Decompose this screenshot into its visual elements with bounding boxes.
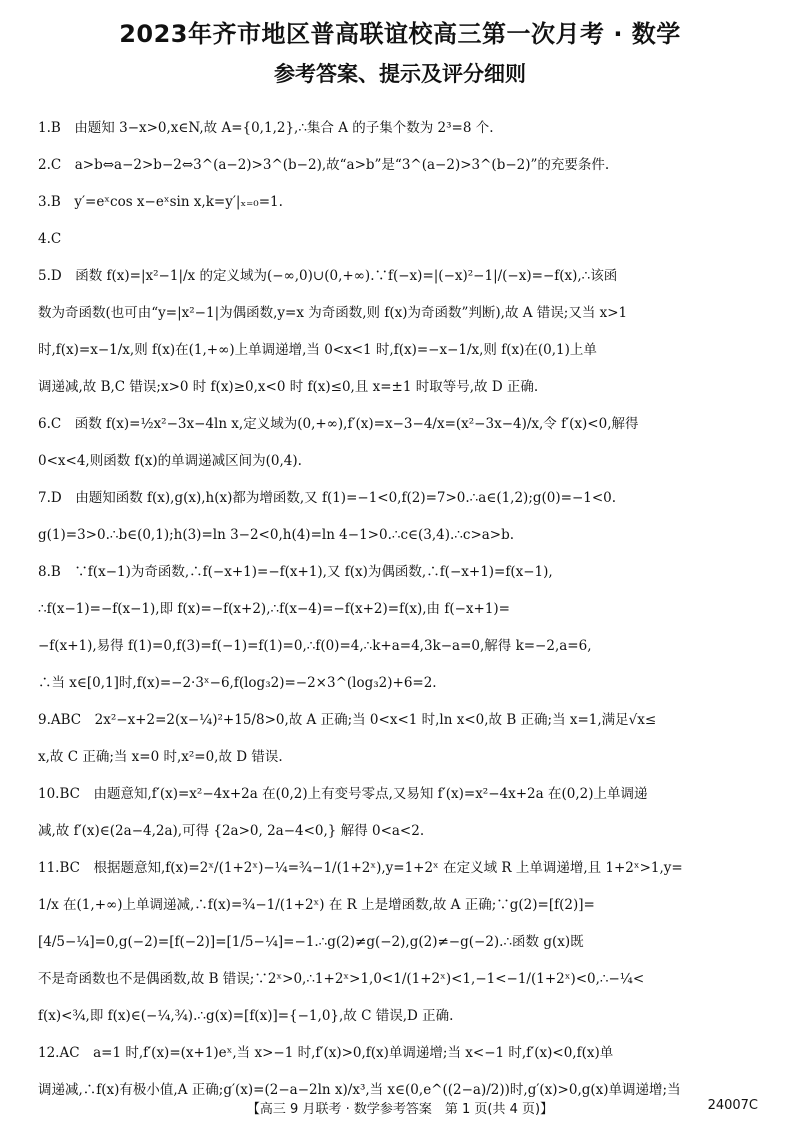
answer-text: ∵f(x−1)为奇函数,∴f(−x+1)=−f(x+1),又 f(x)为偶函数,∴f(−x+1)=f(x−1), (74, 564, 553, 580)
answer-1 (38, 110, 762, 147)
document-code: 24007C (707, 1098, 758, 1113)
answer-number: 5. (38, 268, 51, 284)
answer-2 (38, 147, 762, 184)
answer-choice: C (50, 157, 62, 173)
answer-number: 12. (38, 1045, 60, 1061)
answer-text: 2x²−x+2=2(x−¼)²+15/8>0,故 A 正确;当 0<x<1 时,ln x<0,故 B 正确;当 x=1,满足√x≤ (94, 712, 657, 728)
answer-text: f(x)<¾,即 f(x)∈(−¼,¾).∴g(x)=[f(x)]={−1,0},故 C 错误,D 正确. (38, 1008, 454, 1024)
answer-choice: AC (59, 1045, 80, 1061)
answer-text: [4/5−¼]=0,g(−2)=[f(−2)]=[1/5−¼]=−1.∴g(2)≠g(−2),g(2)≠−g(−2).∴函数 g(x)既 (38, 934, 584, 950)
answer-number: 11. (38, 860, 60, 876)
answer-4 (38, 221, 762, 258)
answer-choice: B (50, 120, 61, 136)
answer-text: a>b⇔a−2>b−2⇔3^(a−2)>3^(b−2),故“a>b”是“3^(a−2)>3^(b−2)”的充要条件. (74, 157, 610, 173)
answer-6 (38, 406, 762, 480)
answer-text: ∴f(x−1)=−f(x−1),即 f(x)=−f(x+2),∴f(x−4)=−f(x+2)=f(x),由 f(−x+1)= (38, 601, 510, 617)
answer-text: 根据题意知,f(x)=2ˣ/(1+2ˣ)−¼=¾−1/(1+2ˣ),y=1+2ˣ 在定义域 R 上单调递增,且 1+2ˣ>1,y= (93, 860, 683, 876)
answer-choice: BC (59, 860, 80, 876)
answer-10 (38, 776, 762, 850)
answer-text: 由题知 3−x>0,x∈N,故 A={0,1,2},∴集合 A 的子集个数为 2³=8 个. (74, 120, 494, 136)
answer-text: g(1)=3>0.∴b∈(0,1);h(3)=ln 3−2<0,h(4)=ln 4−1>0.∴c∈(3,4).∴c>a>b. (38, 527, 515, 543)
answer-5 (38, 258, 762, 406)
answer-text: 调递减,∴f(x)有极小值,A 正确;g′(x)=(2−a−2ln x)/x³,当 x∈(0,e^((2−a)/2))时,g′(x)>0,g(x)单调递增;当 (38, 1082, 681, 1098)
answer-number: 10. (38, 786, 60, 802)
answer-text: 函数 f(x)=|x²−1|/x 的定义域为(−∞,0)∪(0,+∞).∵f(−x)=|(−x)²−1|/(−x)=−f(x),∴该函 (75, 268, 618, 284)
answer-choice: B (50, 194, 61, 210)
answer-number: 8. (38, 564, 51, 580)
answer-number: 2. (38, 157, 51, 173)
answer-number: 4. (38, 231, 51, 247)
page-footer: 【高三 9 月联考 · 数学参考答案 第 1 页(共 4 页)】 (246, 1102, 554, 1117)
answer-number: 1. (38, 120, 51, 136)
page-title: 2023年齐市地区普高联谊校高三第一次月考 · 数学 (119, 20, 681, 48)
answer-3 (38, 184, 762, 221)
answer-choice: C (50, 416, 62, 432)
answer-text: 函数 f(x)=½x²−3x−4ln x,定义域为(0,+∞),f′(x)=x−3−4/x=(x²−3x−4)/x,令 f′(x)<0,解得 (74, 416, 639, 432)
answer-text: 时,f(x)=x−1/x,则 f(x)在(1,+∞)上单调递增,当 0<x<1 时,f(x)=−x−1/x,则 f(x)在(0,1)上单 (38, 342, 597, 358)
answer-text: 1/x 在(1,+∞)上单调递减,∴f(x)=¾−1/(1+2ˣ) 在 R 上是增函数,故 A 正确;∵g(2)=[f(2)]= (38, 897, 595, 913)
answer-7 (38, 480, 762, 554)
answer-choice: ABC (50, 712, 82, 728)
page-subtitle: 参考答案、提示及评分细则 (274, 62, 526, 86)
answer-choice: D (50, 490, 62, 506)
answer-number: 6. (38, 416, 51, 432)
answer-text: x,故 C 正确;当 x=0 时,x²=0,故 D 错误. (38, 749, 283, 765)
answer-choice: D (50, 268, 62, 284)
answer-choice: BC (59, 786, 80, 802)
answer-text: 0<x<4,则函数 f(x)的单调递减区间为(0,4). (38, 453, 302, 469)
answer-text: y′=eˣcos x−eˣsin x,k=y′|ₓ₌₀=1. (74, 194, 283, 210)
answer-text: a=1 时,f′(x)=(x+1)eˣ,当 x>−1 时,f′(x)>0,f(x)单调递增;当 x<−1 时,f′(x)<0,f(x)单 (93, 1045, 614, 1061)
answer-choice: B (50, 564, 61, 580)
answer-list (38, 110, 762, 1109)
answer-text: ∴当 x∈[0,1]时,f(x)=−2·3ˣ−6,f(log₃2)=−2×3^(log₃2)+6=2. (38, 675, 437, 691)
answer-9 (38, 702, 762, 776)
answer-number: 7. (38, 490, 51, 506)
answer-text: 调递减,故 B,C 错误;x>0 时 f(x)≥0,x<0 时 f(x)≤0,且 x=±1 时取等号,故 D 正确. (38, 379, 539, 395)
answer-text: 数为奇函数(也可由“y=|x²−1|为偶函数,y=x 为奇函数,则 f(x)为奇函数”判断),故 A 错误;又当 x>1 (38, 305, 628, 321)
answer-text: 减,故 f′(x)∈(2a−4,2a),可得 {2a>0, 2a−4<0,} 解得 0<a<2. (38, 823, 425, 839)
answer-number: 9. (38, 712, 51, 728)
answer-text: 由题知函数 f(x),g(x),h(x)都为增函数,又 f(1)=−1<0,f(2)=7>0.∴a∈(1,2);g(0)=−1<0. (75, 490, 617, 506)
answer-choice: C (50, 231, 62, 247)
answer-text: −f(x+1),易得 f(1)=0,f(3)=f(−1)=f(1)=0,∴f(0)=4,∴k+a=4,3k−a=0,解得 k=−2,a=6, (38, 638, 592, 654)
answer-number: 3. (38, 194, 51, 210)
answer-8 (38, 554, 762, 702)
answer-text: 不是奇函数也不是偶函数,故 B 错误;∵2ˣ>0,∴1+2ˣ>1,0<1/(1+2ˣ)<1,−1<−1/(1+2ˣ)<0,∴−¼< (38, 971, 645, 987)
answer-11 (38, 850, 762, 1035)
answer-text: 由题意知,f′(x)=x²−4x+2a 在(0,2)上有变号零点,又易知 f′(x)=x²−4x+2a 在(0,2)上单调递 (93, 786, 648, 802)
